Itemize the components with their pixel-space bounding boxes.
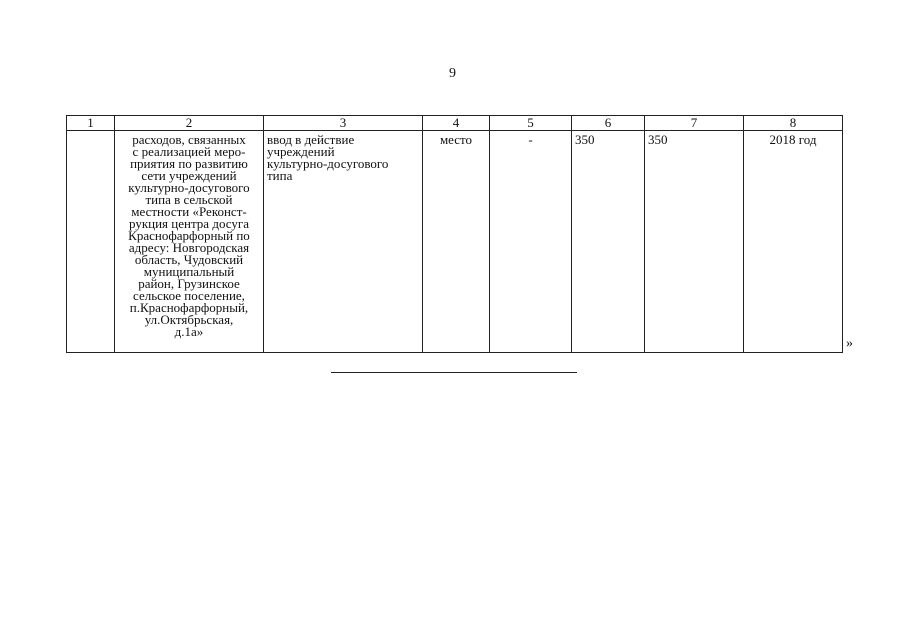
cell-year: 2018 год [744, 131, 843, 353]
data-table [66, 115, 843, 353]
header-cell-6: 6 [572, 116, 645, 131]
separator-line [331, 372, 577, 373]
cell-value-7: 350 [645, 131, 744, 353]
header-cell-8: 8 [744, 116, 843, 131]
cell-number [67, 131, 115, 353]
cell-description: расходов, связанных с реализацией меро- приятия по развитию сети учреждений культурно-досугового типа в сельской местности «Реконст- рукция центра досуга Краснофарфорный по адресу: Новгородская область, Чудовский муниципальный район, Грузинское сельское поселение, п.Краснофарфорный, ул.Октябрьская, д.1а» [115, 131, 264, 353]
cell-base-value: - [490, 131, 572, 353]
header-cell-5: 5 [490, 116, 572, 131]
header-cell-3: 3 [264, 116, 423, 131]
closing-quote: » [846, 336, 853, 351]
header-cell-2: 2 [115, 116, 264, 131]
header-cell-7: 7 [645, 116, 744, 131]
page-number: 9 [449, 66, 456, 81]
header-cell-4: 4 [423, 116, 490, 131]
cell-indicator: ввод в действие учреждений культурно-досугового типа [264, 131, 423, 353]
table-row [67, 131, 843, 353]
header-cell-1: 1 [67, 116, 115, 131]
table-header-row [67, 116, 843, 131]
cell-value-6: 350 [572, 131, 645, 353]
cell-unit: место [423, 131, 490, 353]
